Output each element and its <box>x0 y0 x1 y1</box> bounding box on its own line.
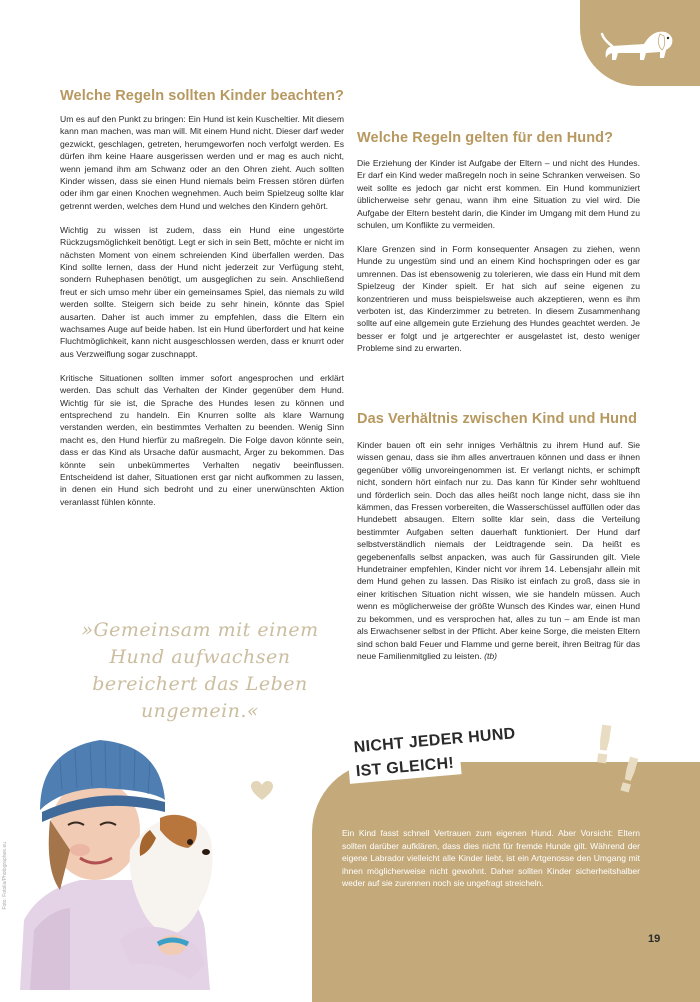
page-number: 19 <box>648 933 661 945</box>
paragraph <box>357 439 640 662</box>
exclamation-icon: ! <box>610 746 648 806</box>
paragraph: Wichtig zu wissen ist zudem, dass ein Hund eine ungestörte Rückzugsmöglichkeit benötigt. Legt er sich in sein Bett, möchte er nicht im nächsten Moment von einem schreienden Kind überfallen werden. Das Kind sollte lernen, dass der Hund nicht jederzeit zur Verfügung steht, sondern Ruhephasen benötigt, um ausgeglichen zu sein. Anschließend freut er sich umso mehr über ein gemeinsames Spiel, das niemals zu wild werden sollte. Steigern sich beide zu sehr hinein, könnte das Spiel ausarten. Daher ist auch immer zu empfehlen, dass die Eltern ein wachsames Auge auf beide haben. Ist ein Hund überfordert und hat keine Fluchtmöglichkeit, kann nicht ausgeschlossen werden, dass er knurrt oder aus Verzweiflung sogar zuschnappt. <box>60 224 344 359</box>
paragraph: Die Erziehung der Kinder ist Aufgabe der Eltern – und nicht des Hundes. Er darf ein Kind weder maßregeln noch in seine Schranken verweisen. So weit sollte es jedoch gar nicht erst kommen. Ein Hund kommuniziert üblicherweise sehr genau, wann ihm eine Situation zu viel wird. Die Aufgabe der Eltern besteht darin, die Kinder im Umgang mit dem Hund zu schulen, um Konflikte zu vermeiden. <box>357 158 640 231</box>
info-box-text: Ein Kind fasst schnell Vertrauen zum eigenen Hund. Aber Vorsicht: Eltern sollten darüber aufklären, dass dies nicht für fremde Hunde gilt. Während der eigene Labrador vielleicht alle Kinder liebt, ist ein Artgenosse den Umgang mit ihnen möglicherweise nicht gewohnt. Daher sollten Kinder sicherheitshalber weder auf sie zurennen noch sie ungefragt streicheln. <box>342 828 640 889</box>
right-column-bottom <box>357 439 640 674</box>
section-heading-hund-regeln: Welche Regeln gelten für den Hund? <box>357 130 614 146</box>
section-heading-kinder-regeln: Welche Regeln sollten Kinder beachten? <box>60 88 344 104</box>
right-column-top <box>357 157 640 366</box>
section-heading-verhaeltnis: Das Verhältnis zwischen Kind und Hund <box>357 411 638 427</box>
info-box-title-line2: IST GLEICH! <box>348 752 462 784</box>
child-with-dog-photo <box>0 730 330 990</box>
exclamation-icon: ! <box>587 714 620 778</box>
photo-credit: Foto: Fotolia/Photographee.eu <box>2 842 8 910</box>
info-box-title-line1: NICHT JEDER HUND <box>346 723 523 760</box>
paragraph: Klare Grenzen sind in Form konsequenter Ansagen zu ziehen, wenn Hunde zu ungestüm sind und an einem Kind hochspringen oder es gar umrennen. Das ist ebensowenig zu tolerieren, wie dass ein Hund mit dem Spielzeug der Kinder spielt. Er hat sich auf seine eigenen zu konzentrieren und muss beispielsweise auch akzeptieren, wenn es ihm verboten ist, das Kinderzimmer zu betreten. In diesem Zusammenhang sollte auf eine allgemein gute Erziehung des Hundes geachtet werden. Je besser er folgt und je artgerechter er ausgelastet ist, desto weniger Probleme sind zu erwarten. <box>357 243 640 354</box>
dog-icon <box>598 20 678 70</box>
author-initials: (tb) <box>484 650 497 661</box>
pull-quote: »Gemeinsam mit einem Hund aufwachsen bereichert das Leben ungemein.« <box>81 619 319 722</box>
paragraph: Kritische Situationen sollten immer sofort angesprochen und erklärt werden. Das schult das Verhalten der Kinder gegenüber dem Hund. Wichtig für sie ist, die Sprache des Hundes lesen zu können und entsprechend zu handeln. Ein Knurren sollte als klare Warnung verstanden werden, ein bestimmtes Verhalten zu beenden. Wenig Sinn macht es, den Hund hierfür zu maßregeln. Die Folge davon könnte sein, dass er das Kind als Ursache dafür ausmacht, Ärger zu bekommen. Das könnte sein unbekümmertes Verhalten negativ beeinflussen. Entscheidend ist daher, Situationen erst gar nicht aufkommen zu lassen, in denen ein Hund sich bedroht und zu einer unerwünschten Aktion veranlasst fühlen könnte. <box>60 372 344 507</box>
paragraph-text: Kinder bauen oft ein sehr inniges Verhältnis zu ihrem Hund auf. Sie wissen genau, dass sie ihm alles anvertrauen können und dass er ihnen gegenüber völlig unvoreingenommen ist. Er verlangt nichts, er schimpft nicht, sondern hört einfach nur zu. Das kann für Kinder sehr wohltuend und förderlich sein. Doch das alles heißt noch lange nicht, dass sie ihn kämmen, das Fressen vorbereiten, die Wasserschüssel auffüllen oder das Hundebett absaugen. Eltern sollte klar sein, dass die Verteilung bestimmter Aufgaben selten dauerhaft funktioniert. Der Hund darf selbstverständlich niemals der Leidtragende sein. Da heißt es gegebenenfalls selbst anpacken, was auch für Gassirunden gilt. Viele Hundetrainer empfehlen, Kinder nicht vor ihrem 14. Lebensjahr allein mit dem Hund gehen zu lassen. Das Risiko ist einfach zu groß, dass sie in einer kritischen Situation nicht wissen, wie sie handeln müssen. Auch wenn es möglicherweise der größte Wunsch des Kindes war, einen Hund zu bekommen, und es versprochen hat, alles zu tun – am Ende ist man als Erwachsener selbst in der Pflicht. Aber keine Sorge, die meisten Eltern sind schon bald Feuer und Flamme und gerne bereit, ihren Beitrag für das neue Familienmitglied zu leisten. <box>357 440 640 661</box>
left-column <box>60 113 344 520</box>
paragraph: Um es auf den Punkt zu bringen: Ein Hund ist kein Kuscheltier. Mit diesem kann man machen, was man will. Mit einem Hund nicht. Dieser darf weder gezwickt, geschlagen, getreten, herumgeworfen noch verfolgt werden. Es dürfen ihm keine Haare ausgerissen werden und er mag es auch nicht, wenn jemand ihm am Schwanz oder an den Ohren zieht. Auch sollten Kinder wissen, dass sie einen Hund niemals beim Fressen stören dürfen oder ihm gar einen Knochen wegnehmen. Auch beim Spielzeug sollte klar getrennt werden, welches dem Hund und welches den Kindern gehört. <box>60 114 344 211</box>
